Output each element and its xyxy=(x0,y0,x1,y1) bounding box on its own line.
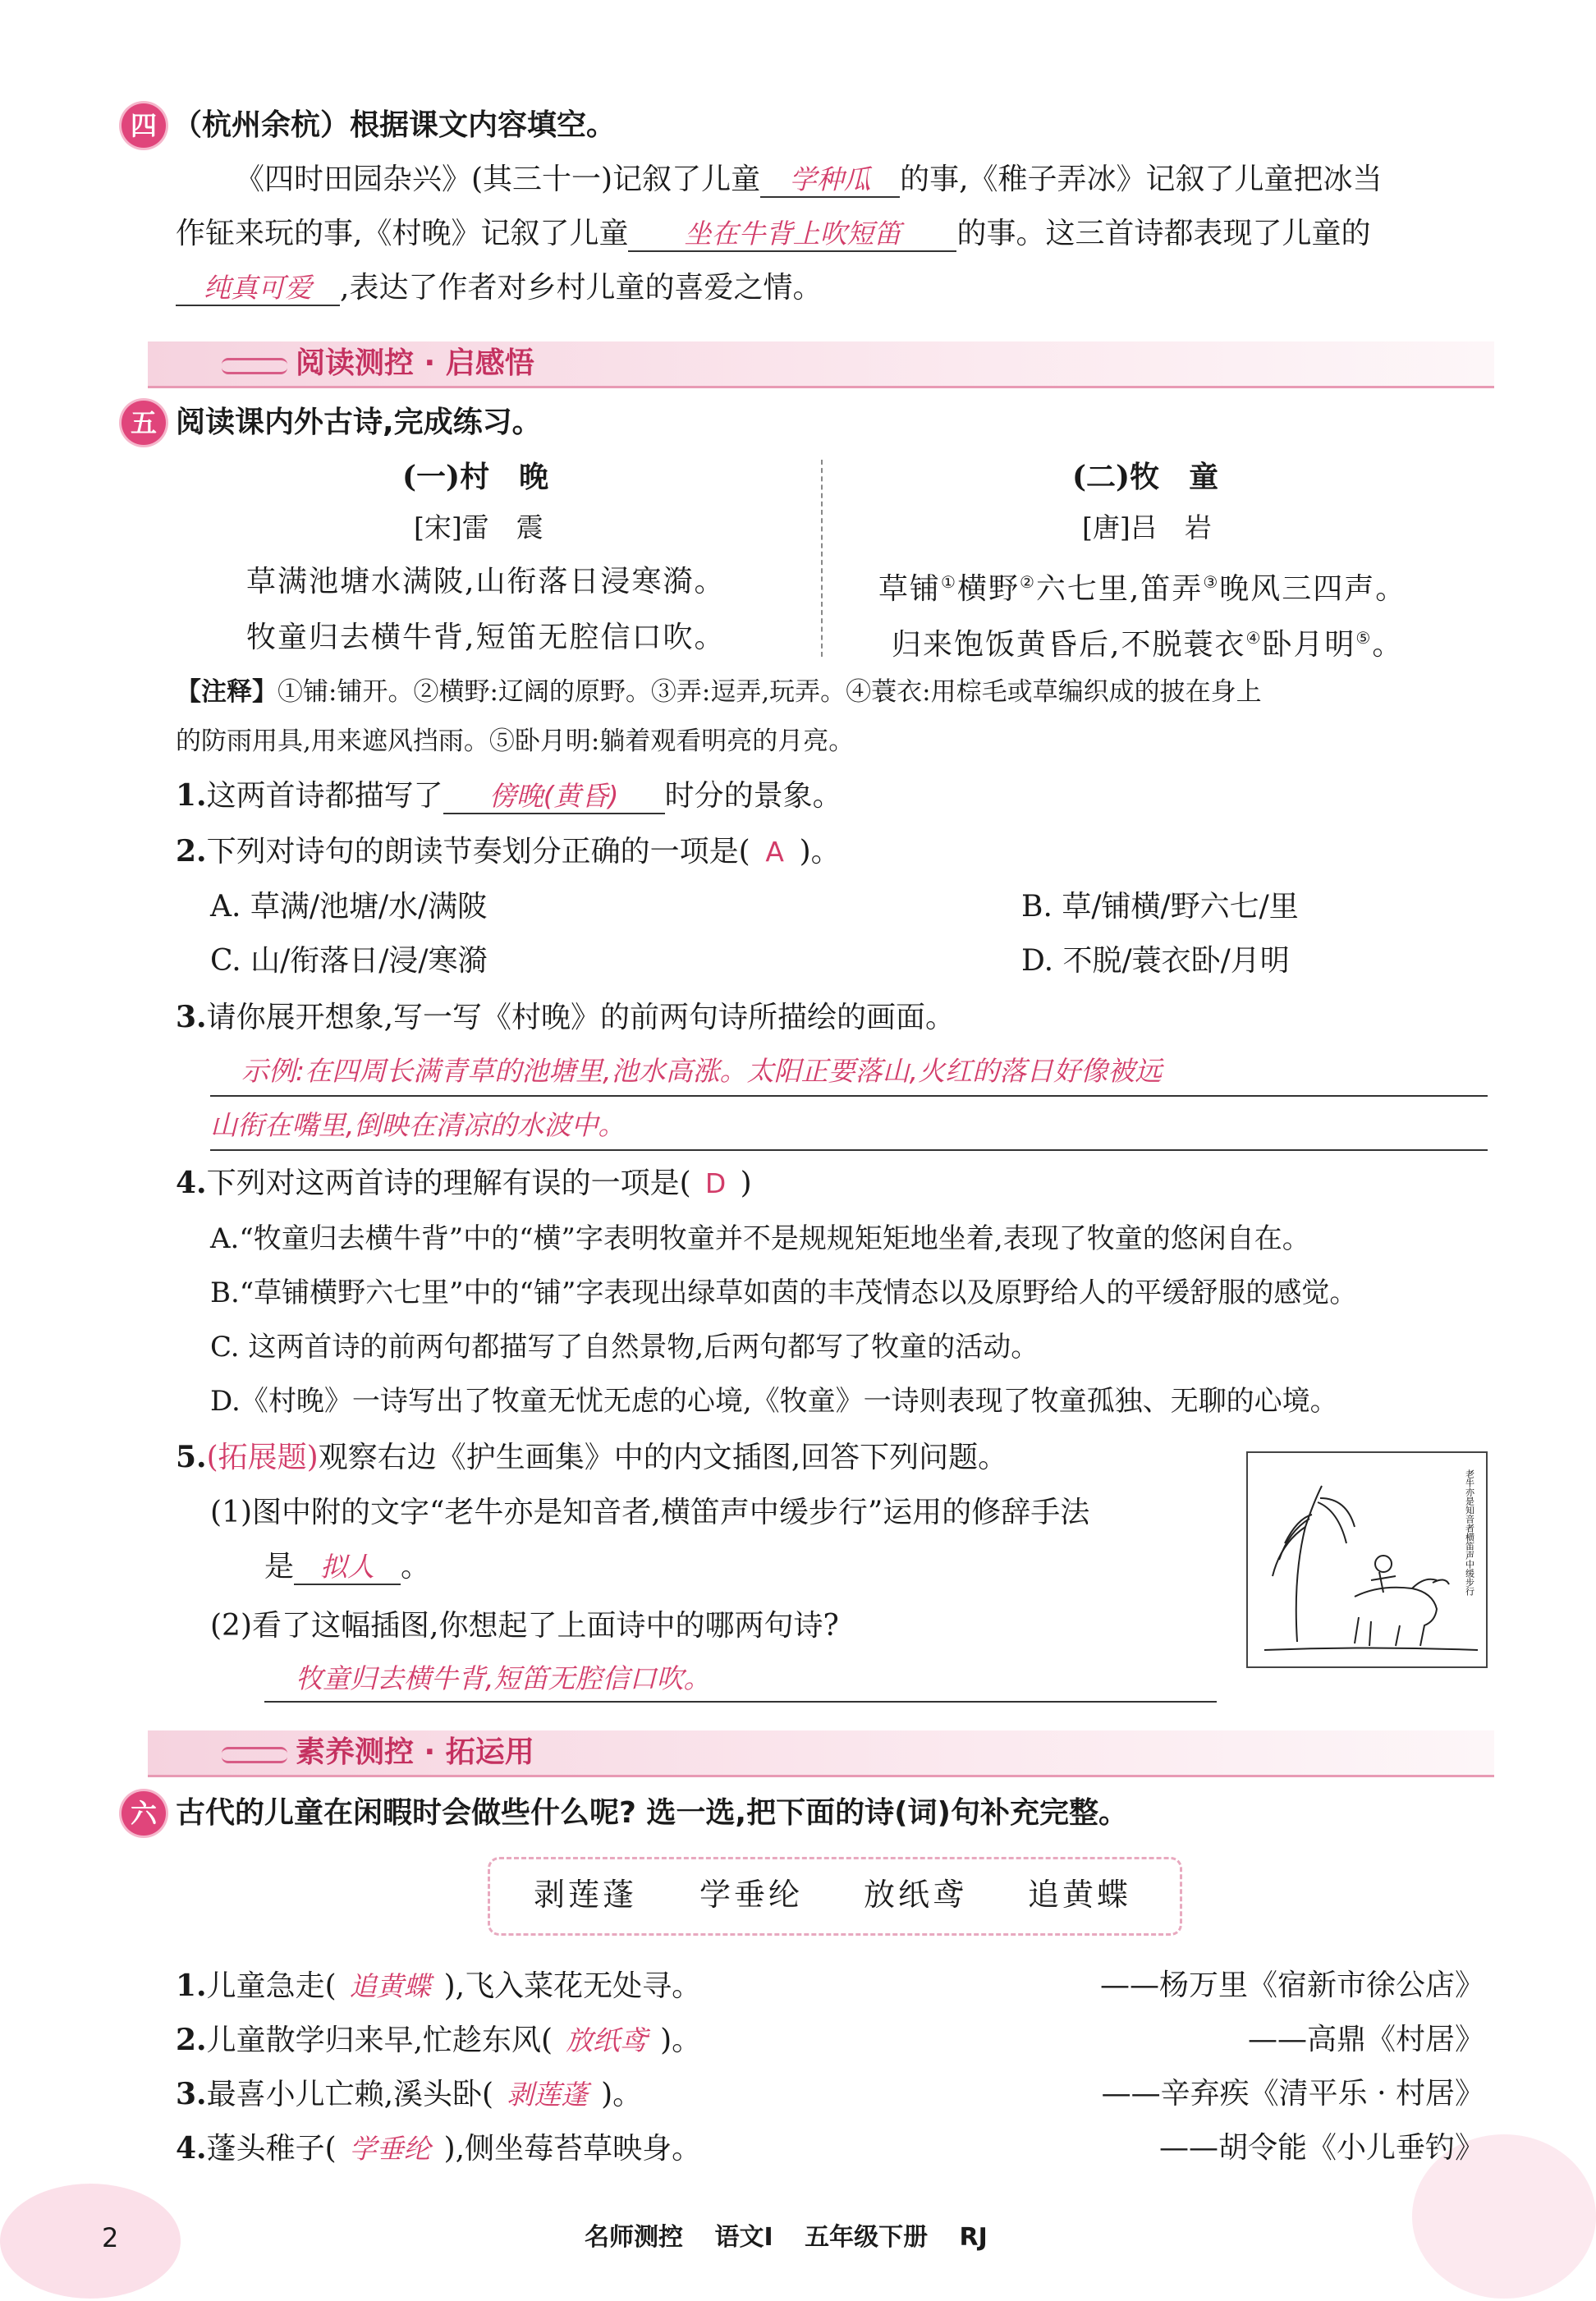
footnote-mark-5: ⑤ xyxy=(1355,628,1373,648)
q5-s2-answer[interactable]: A xyxy=(765,836,784,868)
poem2-text: 草铺 xyxy=(878,572,942,606)
answer-rule xyxy=(210,1095,1488,1097)
notes-line-2: 的防雨用具,用来遮风挡雨。⑤卧月明:躺着观看明亮的月亮。 xyxy=(176,727,855,756)
sub-text: ) xyxy=(740,1167,752,1200)
q5-s4-option-d: D.《村晚》一诗写出了牧童无忧无虑的心境,《牧童》一诗则表现了牧童孤独、无聊的心境。 xyxy=(210,1385,1338,1418)
q5-s4-answer[interactable]: D xyxy=(704,1167,727,1199)
illustration-caption: 老牛亦是知音者横笛声中缓步行 xyxy=(1464,1469,1475,1596)
q6-item-2 xyxy=(176,2021,701,2060)
footer-grade: 五年级下册 xyxy=(805,2223,929,2252)
footer-subject: 语文Ⅰ xyxy=(714,2223,773,2252)
q4-line-3 xyxy=(176,269,822,307)
poem2-line-2 xyxy=(892,619,1403,664)
poem-divider xyxy=(821,460,823,657)
q5-s4-option-c: C. 这两首诗的前两句都描写了自然景物,后两句都写了牧童的活动。 xyxy=(210,1331,1039,1364)
q6-source-2: ——高鼎《村居》 xyxy=(1247,2023,1484,2056)
q6-source-4: ——胡令能《小儿垂钓》 xyxy=(1158,2131,1484,2165)
footnote-mark-3: ③ xyxy=(1203,572,1220,592)
q6-answer-1[interactable]: 追黄蝶 xyxy=(349,1970,431,2002)
sub-number: 2. xyxy=(176,2023,207,2057)
poem2-title: (二)牧 童 xyxy=(1072,460,1219,494)
q4-text: 作钲来玩的事,《村晚》记叙了儿童 xyxy=(176,217,629,250)
sub-text: 。 xyxy=(401,1550,431,1584)
q5-s5-blank[interactable] xyxy=(294,1551,401,1585)
q4-blank-3[interactable] xyxy=(176,272,340,306)
question-badge-5: 五 xyxy=(122,401,166,445)
q4-line-2 xyxy=(176,215,1370,253)
poem2-text: 卧月明 xyxy=(1262,628,1356,662)
q5-s2-option-d: D. 不脱/蓑衣卧/月明 xyxy=(1021,944,1290,978)
footer-edition: RJ xyxy=(959,2223,988,2252)
decor-blossom xyxy=(0,2184,181,2299)
footnote-mark-2: ② xyxy=(1019,572,1036,592)
page-number: 2 xyxy=(102,2222,119,2253)
sub-text: ),侧坐莓苔草映身。 xyxy=(443,2132,702,2166)
extension-tag: (拓展题) xyxy=(206,1441,319,1474)
sub-text: 最喜小儿亡赖,溪头卧( xyxy=(206,2078,494,2111)
q5-s2-option-c: C. 山/衔落日/浸/寒漪 xyxy=(210,944,488,978)
q4-answer-1: 学种瓜 xyxy=(789,163,871,195)
poem2-author: [唐]吕 岩 xyxy=(1082,511,1212,543)
q4-instruction: （杭州余杭）根据课文内容填空。 xyxy=(172,108,617,142)
q6-answer-2[interactable]: 放纸鸢 xyxy=(566,2024,648,2056)
poem2-text: 归来饱饭黄昏后,不脱蓑衣 xyxy=(892,628,1246,662)
q5-instruction: 阅读课内外古诗,完成练习。 xyxy=(176,406,542,439)
q5-s3-answer-line-1: 示例:在四周长满青草的池塘里,池水高涨。太阳正要落山,火红的落日好像被远 xyxy=(241,1055,1163,1087)
q5-s1-answer: 傍晚(黄昏) xyxy=(488,780,619,812)
sub-text: )。 xyxy=(799,835,841,869)
poem2-text: 六七里,笛弄 xyxy=(1035,572,1204,606)
poem1-line-2: 牧童归去横牛背,短笛无腔信口吹。 xyxy=(246,621,726,654)
word-bank-item-2[interactable]: 学垂纶 xyxy=(699,1877,804,1913)
sub-text: 时分的景象。 xyxy=(664,779,842,813)
illustration-frame xyxy=(1246,1451,1488,1668)
q5-s4-option-b: B.“草铺横野六七里”中的“铺”字表现出绿草如茵的丰茂情态以及原野给人的平缓舒服的感觉。 xyxy=(210,1277,1358,1309)
sub-text: ),飞入菜花无处寻。 xyxy=(443,1969,702,2003)
footer-bar xyxy=(585,2221,988,2254)
word-bank-item-4[interactable]: 追黄蝶 xyxy=(1028,1877,1132,1913)
sub-text: 儿童急走( xyxy=(206,1969,337,2003)
q4-blank-1[interactable] xyxy=(760,163,900,198)
sub-text: )。 xyxy=(601,2078,643,2111)
sub-number: 4. xyxy=(176,2131,207,2166)
sub-text: 下列对这两首诗的理解有误的一项是( xyxy=(206,1167,691,1200)
answer-rule xyxy=(210,1149,1488,1151)
q5-s2-option-b: B. 草/铺横/野六七/里 xyxy=(1021,890,1299,924)
q5-s5-part-1: (1)图中附的文字“老牛亦是知音者,横笛声中缓步行”运用的修辞手法 xyxy=(210,1496,1090,1529)
poem1-author: [宋]雷 震 xyxy=(414,511,543,543)
q5-sub-2 xyxy=(176,832,841,871)
q5-sub-1 xyxy=(176,777,842,815)
ox-boy-illustration xyxy=(1248,1453,1486,1666)
sub-number: 2. xyxy=(176,834,207,869)
sub-text: 观察右边《护生画集》中的内文插图,回答下列问题。 xyxy=(318,1441,1008,1474)
q5-sub-3 xyxy=(176,998,955,1037)
sub-text: 下列对诗句的朗读节奏划分正确的一项是( xyxy=(206,835,750,869)
notes-text: ①铺:铺开。②横野:辽阔的原野。③弄:逗弄,玩弄。④蓑衣:用棕毛或草编织成的披在身上 xyxy=(277,677,1262,707)
q4-answer-3: 纯真可爱 xyxy=(204,272,312,304)
sub-number: 5. xyxy=(176,1440,207,1474)
section-bar-ornament xyxy=(222,358,287,374)
q4-text: 的事,《稚子弄冰》记叙了儿童把冰当 xyxy=(900,163,1383,196)
answer-rule xyxy=(264,1701,1217,1703)
q6-source-1: ——杨万里《宿新市徐公店》 xyxy=(1099,1969,1484,2002)
question-badge-6: 六 xyxy=(122,1791,166,1836)
q6-item-4 xyxy=(176,2129,701,2168)
q5-s5-answer-1: 拟人 xyxy=(320,1551,375,1583)
poem1-title: (一)村 晚 xyxy=(402,460,549,494)
sub-text: 请你展开想象,写一写《村晚》的前两句诗所描绘的画面。 xyxy=(206,1001,956,1034)
q4-answer-2: 坐在牛背上吹短笛 xyxy=(684,218,901,250)
q4-blank-2[interactable] xyxy=(628,218,956,252)
q6-answer-3[interactable]: 剥莲蓬 xyxy=(507,2079,589,2111)
q5-sub-5 xyxy=(176,1438,1007,1477)
q4-line-1 xyxy=(235,161,1383,199)
q6-item-3 xyxy=(176,2075,642,2114)
sub-text: 儿童散学归来早,忙趁东风( xyxy=(206,2024,553,2057)
sub-number: 1. xyxy=(176,778,207,813)
q6-answer-4[interactable]: 学垂纶 xyxy=(349,2133,431,2165)
q6-source-3: ——辛弃疾《清平乐 · 村居》 xyxy=(1101,2077,1484,2111)
poem1-line-1: 草满池塘水满陂,山衔落日浸寒漪。 xyxy=(246,565,726,598)
q5-s5-part-1-line-2 xyxy=(264,1548,430,1586)
poem2-text: 晚风三四声。 xyxy=(1219,572,1407,606)
word-bank-item-3[interactable]: 放纸鸢 xyxy=(864,1877,968,1913)
q5-s3-answer-line-2: 山衔在嘴里,倒映在清凉的水波中。 xyxy=(210,1109,626,1141)
q5-s4-option-a: A.“牧童归去横牛背”中的“横”字表明牧童并不是规规矩矩地坐着,表现了牧童的悠闲自在。 xyxy=(210,1222,1310,1255)
question-badge-4: 四 xyxy=(122,103,166,148)
footnote-mark-4: ④ xyxy=(1245,628,1263,648)
q5-s1-blank[interactable] xyxy=(443,780,665,814)
word-bank-item-1[interactable]: 剥莲蓬 xyxy=(534,1877,638,1913)
sub-text: )。 xyxy=(660,2024,702,2057)
q5-s5-answer-2: 牧童归去横牛背,短笛无腔信口吹。 xyxy=(296,1662,711,1694)
q5-s5-part-2: (2)看了这幅插图,你想起了上面诗中的哪两句诗? xyxy=(210,1609,839,1643)
section-bar-ornament xyxy=(222,1747,287,1763)
section-title-reading: 阅读测控 · 启感悟 xyxy=(296,346,534,380)
q4-text: 的事。这三首诗都表现了儿童的 xyxy=(956,217,1371,250)
sub-number: 4. xyxy=(176,1166,207,1200)
poem2-text: 。 xyxy=(1372,628,1404,662)
footer-brand: 名师测控 xyxy=(585,2223,683,2252)
sub-text: 蓬头稚子( xyxy=(206,2132,337,2166)
q6-instruction: 古代的儿童在闲暇时会做些什么呢? 选一选,把下面的诗(词)句补充完整。 xyxy=(176,1796,1128,1830)
q4-text: 《四时田园杂兴》(其三十一)记叙了儿童 xyxy=(235,163,761,196)
notes-label: 【注释】 xyxy=(176,677,277,707)
sub-number: 3. xyxy=(176,2077,207,2111)
notes-line-1 xyxy=(176,673,1262,711)
q5-s2-option-a: A. 草满/池塘/水/满陂 xyxy=(210,890,488,924)
q6-item-1 xyxy=(176,1967,701,2005)
sub-text: 是 xyxy=(264,1550,295,1584)
q4-text: ,表达了作者对乡村儿童的喜爱之情。 xyxy=(340,271,823,305)
sub-text: 这两首诗都描写了 xyxy=(206,779,443,813)
q5-sub-4 xyxy=(176,1164,752,1203)
sub-number: 1. xyxy=(176,1969,207,2003)
poem2-line-1 xyxy=(878,563,1406,608)
poem2-text: 横野 xyxy=(956,572,1020,606)
sub-number: 3. xyxy=(176,1000,207,1034)
section-title-quality: 素养测控 · 拓运用 xyxy=(296,1735,534,1769)
footnote-mark-1: ① xyxy=(941,572,957,592)
